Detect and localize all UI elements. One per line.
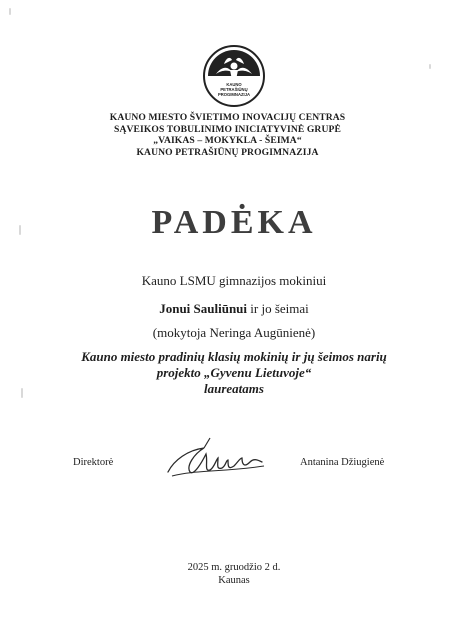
svg-text:PETRAŠIŪNŲ: PETRAŠIŪNŲ	[220, 87, 248, 92]
award-line: laureatams	[204, 381, 264, 396]
recipient-name: Jonui Sauliūnui	[159, 301, 248, 316]
scan-mark	[9, 8, 11, 15]
header-line: KAUNO PETRAŠIŪNŲ PROGIMNAZIJA	[136, 146, 319, 158]
svg-text:KAUNO: KAUNO	[226, 82, 242, 87]
recipient-school: Kauno LSMU gimnazijos mokiniui	[141, 273, 327, 288]
header-line: SĄVEIKOS TOBULINIMO INICIATYVINĖ GRUPĖ	[114, 123, 341, 135]
header-line: KAUNO MIESTO ŠVIETIMO INOVACIJŲ CENTRAS	[109, 112, 346, 123]
svg-text:PROGIMNAZIJA: PROGIMNAZIJA	[217, 92, 251, 97]
director-label: Direktorė	[73, 457, 114, 468]
date-place	[0, 561, 455, 587]
issue-place: Kaunas	[218, 575, 250, 586]
teacher-line: (mokytoja Neringa Augūnienė)	[152, 325, 316, 340]
award-text	[0, 349, 455, 397]
director-name: Antanina Džiugienė	[300, 457, 385, 468]
organizer-header	[60, 112, 395, 158]
handwritten-signature	[164, 432, 272, 484]
recipient-suffix: ir jo šeimai	[247, 301, 309, 316]
award-line: projekto „Gyvenu Lietuvoje“	[156, 365, 312, 380]
certificate-title: PADĖKA	[151, 204, 317, 241]
scan-mark	[429, 64, 431, 69]
award-line: Kauno miesto pradinių klasių mokinių ir jų šeimos narių	[81, 349, 387, 364]
recipient-line	[0, 301, 455, 317]
header-line: „VAIKAS – MOKYKLA - ŠEIMA“	[153, 135, 302, 147]
school-logo	[202, 44, 266, 108]
issue-date: 2025 m. gruodžio 2 d.	[187, 562, 281, 573]
